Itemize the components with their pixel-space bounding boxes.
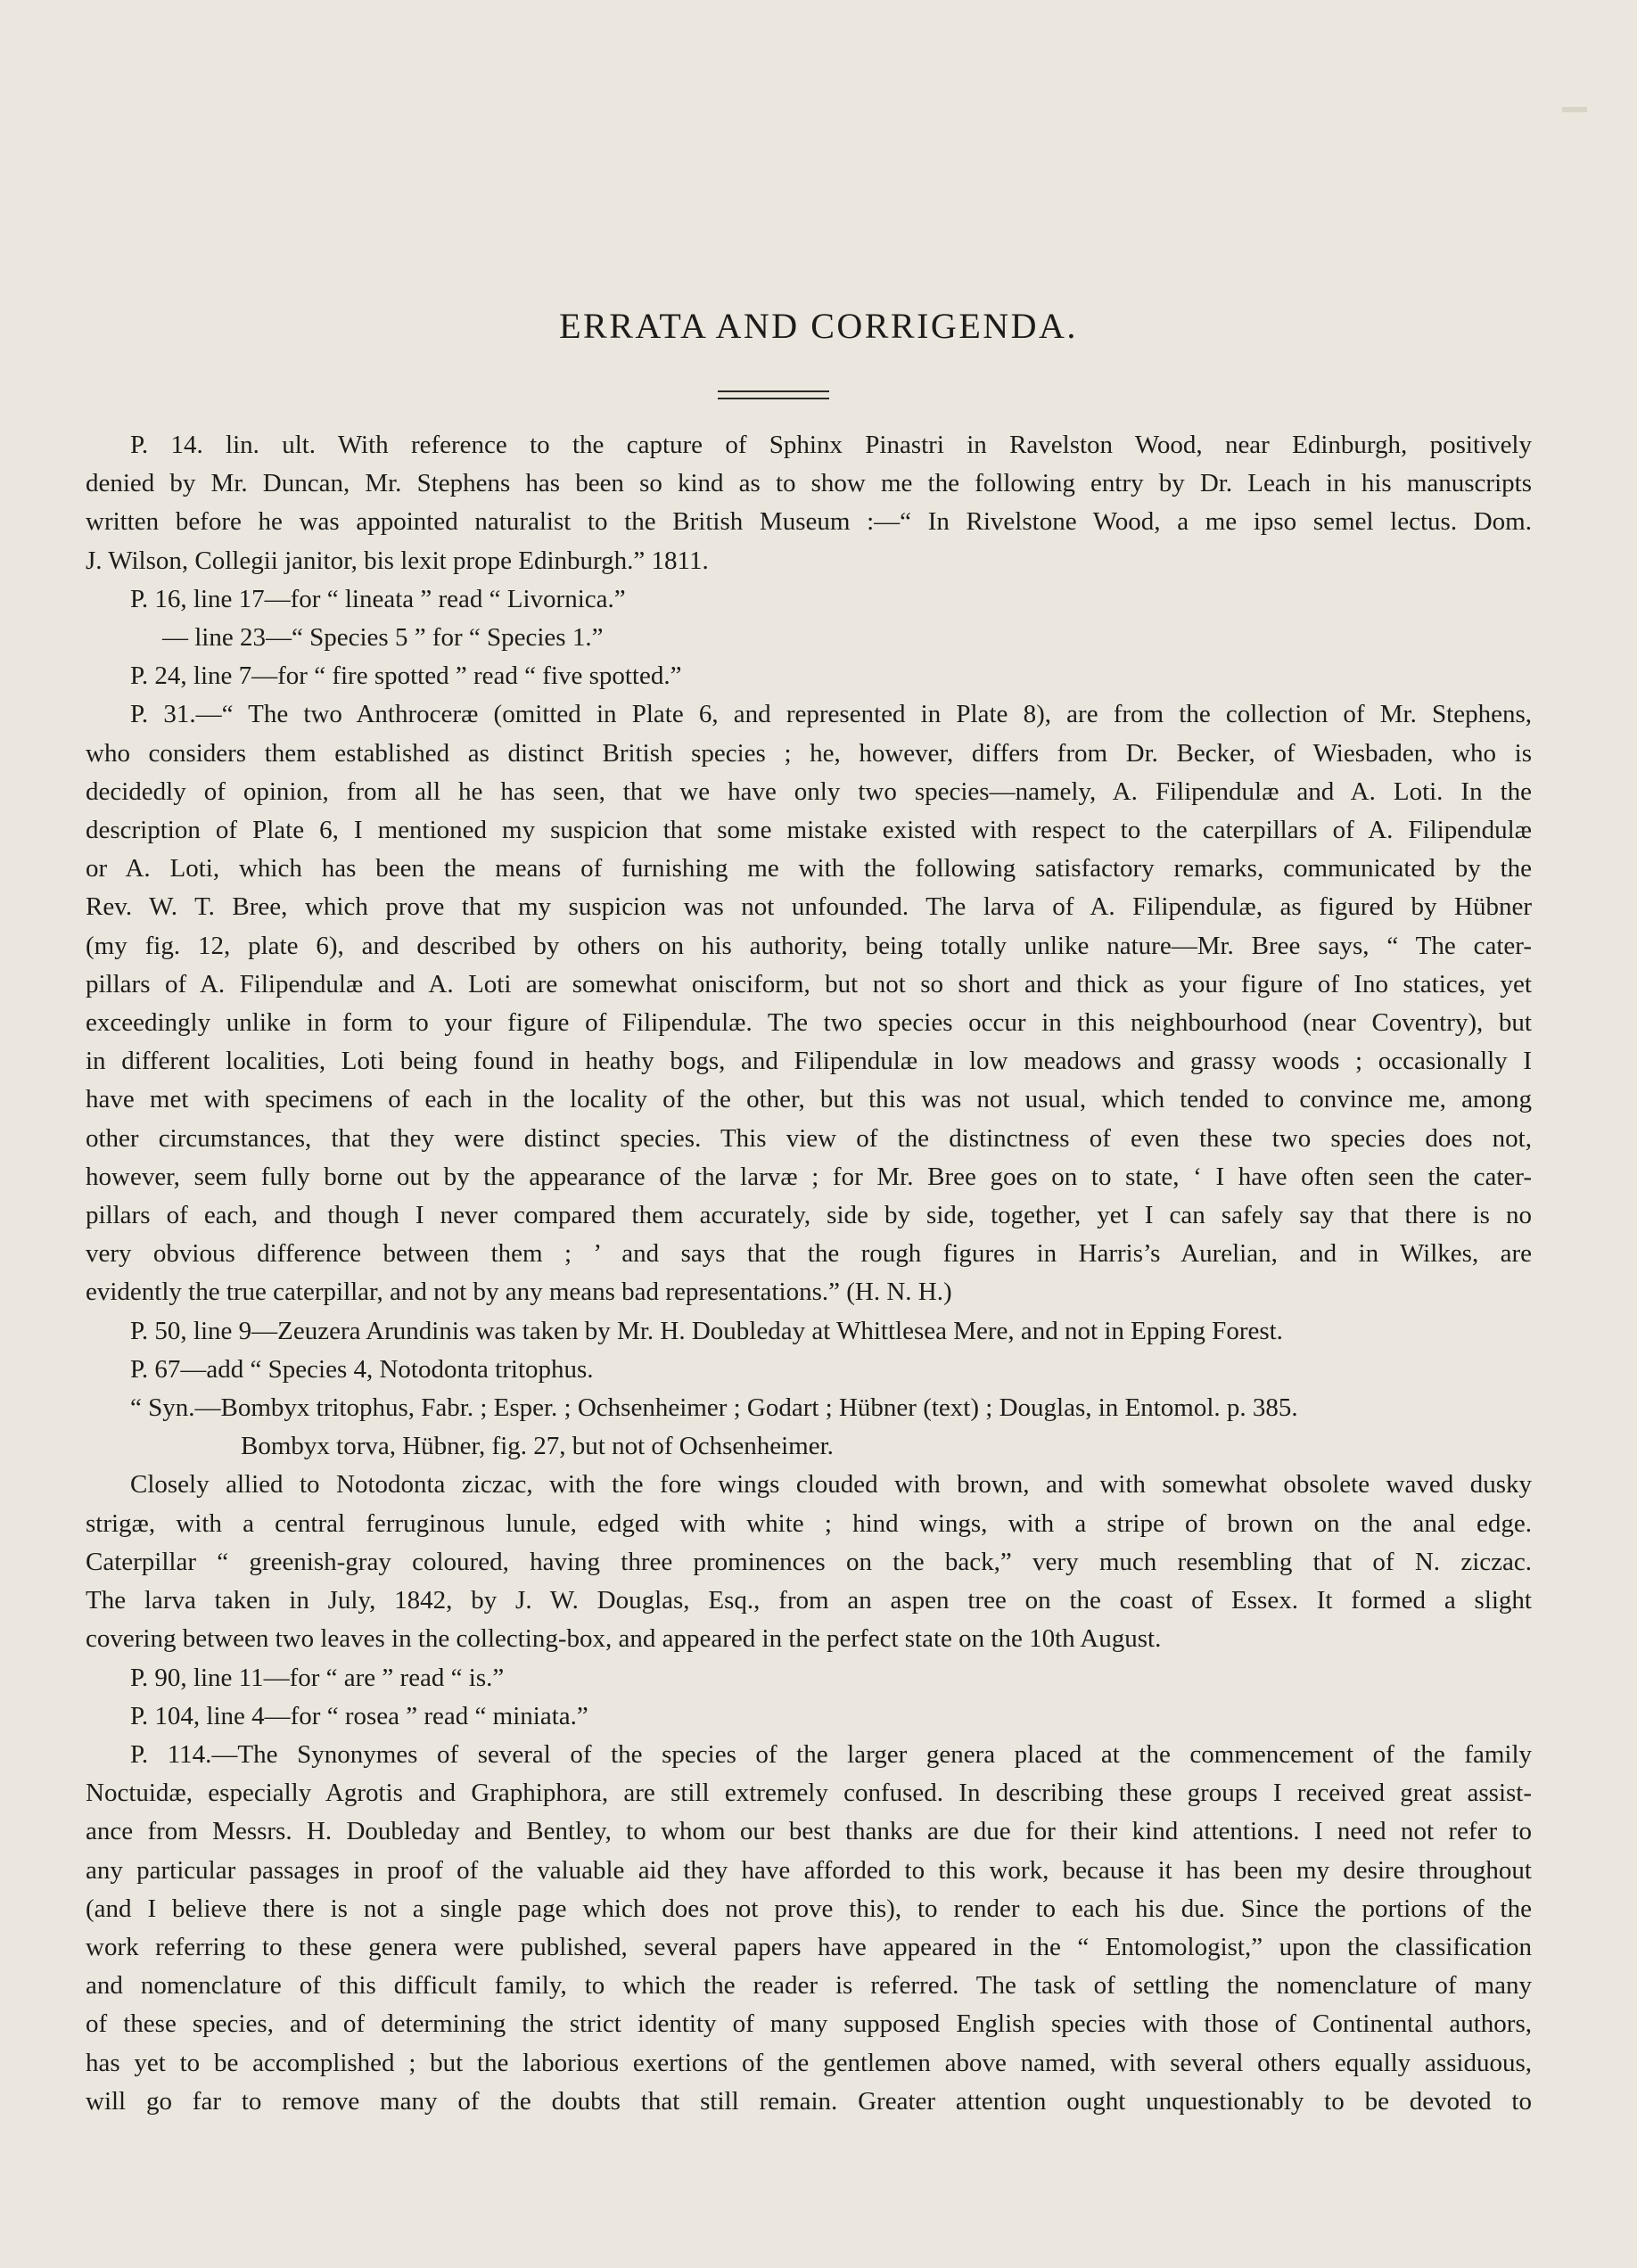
- text-line: — line 23—“ Species 5 ” for “ Species 1.”: [162, 623, 604, 653]
- text-line: P. 90, line 11—for “ are ” read “ is.”: [130, 1663, 505, 1692]
- text-line: Bombyx torva, Hübner, fig. 27, but not of Ochsenheimer.: [241, 1432, 834, 1461]
- text-line: J. Wilson, Collegii janitor, bis lexit prope Edinburgh.” 1811.: [86, 546, 709, 575]
- text-line: denied by Mr. Duncan, Mr. Stephens has been so kind as to show me the following entry by Dr. Leach in his manuscripts: [86, 469, 1532, 498]
- text-line: very obvious difference between them ; ’ and says that the rough figures in Harris’s Aurelian, and in Wilkes, are: [86, 1239, 1532, 1269]
- text-line: P. 50, line 9—Zeuzera Arundinis was taken by Mr. H. Doubleday at Whittlesea Mere, and not in Epping Forest.: [130, 1316, 1283, 1345]
- text-line: or A. Loti, which has been the means of furnishing me with the following satisfactory remarks, communicated by the: [86, 854, 1532, 883]
- text-line: (my fig. 12, plate 6), and described by others on his authority, being totally unlike nature—Mr. Bree says, “ The cater-: [86, 931, 1532, 960]
- text-line: other circumstances, that they were distinct species. This view of the distinctness of even these two species does not,: [86, 1123, 1532, 1153]
- errata-body: [86, 426, 1532, 2121]
- text-line: P. 16, line 17—for “ lineata ” read “ Livornica.”: [130, 584, 626, 613]
- text-line: pillars of each, and though I never compared them accurately, side by side, together, yet I can safely say that there is no: [86, 1201, 1532, 1230]
- text-line: description of Plate 6, I mentioned my suspicion that some mistake existed with respect to the caterpillars of A. Filipendulæ: [86, 816, 1532, 845]
- text-line: evidently the true caterpillar, and not by any means bad representations.” (H. N. H.): [86, 1278, 952, 1307]
- text-line: P. 14. lin. ult. With reference to the capture of Sphinx Pinastri in Ravelston Wood, near Edinburgh, positively: [130, 431, 1532, 459]
- text-line: P. 24, line 7—for “ fire spotted ” read “ five spotted.”: [130, 662, 682, 691]
- text-line: has yet to be accomplished ; but the laborious exertions of the gentlemen above named, with several others equally assiduous,: [86, 2048, 1532, 2077]
- text-line: exceedingly unlike in form to your figure of Filipendulæ. The two species occur in this neighbourhood (near Coventry), but: [86, 1008, 1532, 1038]
- text-line: strigæ, with a central ferruginous lunule, edged with white ; hind wings, with a stripe of brown on the anal edge.: [86, 1508, 1532, 1538]
- text-line: written before he was appointed naturalist to the British Museum :—“ In Rivelstone Wood, a me ipso semel lectus. Dom.: [86, 507, 1532, 537]
- text-line: P. 31.—“ The two Anthroceræ (omitted in Plate 6, and represented in Plate 8), are from the collection of Mr. Stephens,: [130, 700, 1532, 729]
- text-line: covering between two leaves in the collecting-box, and appeared in the perfect state on the 10th August.: [86, 1624, 1162, 1654]
- text-line: who considers them established as distinct British species ; he, however, differs from Dr. Becker, of Wiesbaden, who is: [86, 738, 1532, 768]
- text-line: P. 104, line 4—for “ rosea ” read “ miniata.”: [130, 1701, 588, 1730]
- title-rule-upper: [718, 390, 829, 392]
- text-line: in different localities, Loti being found in heathy bogs, and Filipendulæ in low meadows and grassy woods ; occasionally I: [86, 1047, 1532, 1076]
- text-line: and nomenclature of this difficult family, to which the reader is referred. The task of settling the nomenclature of many: [86, 1971, 1532, 2001]
- text-line: any particular passages in proof of the valuable aid they have afforded to this work, because it has been my desire throughout: [86, 1855, 1532, 1885]
- text-line: pillars of A. Filipendulæ and A. Loti are somewhat onisciform, but not so short and thick as your figure of Ino statices, yet: [86, 969, 1532, 998]
- text-line: P. 114.—The Synonymes of several of the species of the larger genera placed at the commencement of the family: [130, 1739, 1532, 1769]
- text-line: (and I believe there is not a single page which does not prove this), to render to each his due. Since the portions of the: [86, 1894, 1532, 1923]
- text-line: decidedly of opinion, from all he has seen, that we have only two species—namely, A. Filipendulæ and A. Loti. In the: [86, 777, 1532, 806]
- text-line: Caterpillar “ greenish-gray coloured, having three prominences on the back,” very much resembling that of N. ziczac.: [86, 1547, 1532, 1576]
- text-line: will go far to remove many of the doubts that still remain. Greater attention ought unquestionably to be devoted to: [86, 2086, 1532, 2116]
- text-line: Rev. W. T. Bree, which prove that my suspicion was not unfounded. The larva of A. Filipendulæ, as figured by Hübner: [86, 892, 1532, 922]
- text-line: The larva taken in July, 1842, by J. W. Douglas, Esq., from an aspen tree on the coast of Essex. It formed a slight: [86, 1586, 1532, 1615]
- text-line: Noctuidæ, especially Agrotis and Graphiphora, are still extremely confused. In describing these groups I received great assist-: [86, 1779, 1532, 1808]
- text-line: work referring to these genera were published, several papers have appeared in the “ Entomologist,” upon the classification: [86, 1932, 1532, 1961]
- page-corner-mark: [1562, 107, 1587, 112]
- text-line: ance from Messrs. H. Doubleday and Bentley, to whom our best thanks are due for their kind attentions. I need not refer to: [86, 1817, 1532, 1846]
- text-line: “ Syn.—Bombyx tritophus, Fabr. ; Esper. ; Ochsenheimer ; Godart ; Hübner (text) ; Douglas, in Entomol. p. 385.: [130, 1393, 1298, 1423]
- text-line: have met with specimens of each in the locality of the other, but this was not usual, which tended to convince me, among: [86, 1085, 1532, 1114]
- page-title: ERRATA AND CORRIGENDA.: [559, 306, 1078, 346]
- text-line: however, seem fully borne out by the appearance of the larvæ ; for Mr. Bree goes on to state, ‘ I have often seen the cater-: [86, 1162, 1532, 1191]
- text-line: P. 67—add “ Species 4, Notodonta tritophus.: [130, 1354, 594, 1384]
- title-rule-lower: [718, 398, 829, 399]
- text-line: of these species, and of determining the strict identity of many supposed English species with those of Continental authors,: [86, 2009, 1532, 2039]
- text-line: Closely allied to Notodonta ziczac, with the fore wings clouded with brown, and with somewhat obsolete waved dusky: [130, 1470, 1532, 1500]
